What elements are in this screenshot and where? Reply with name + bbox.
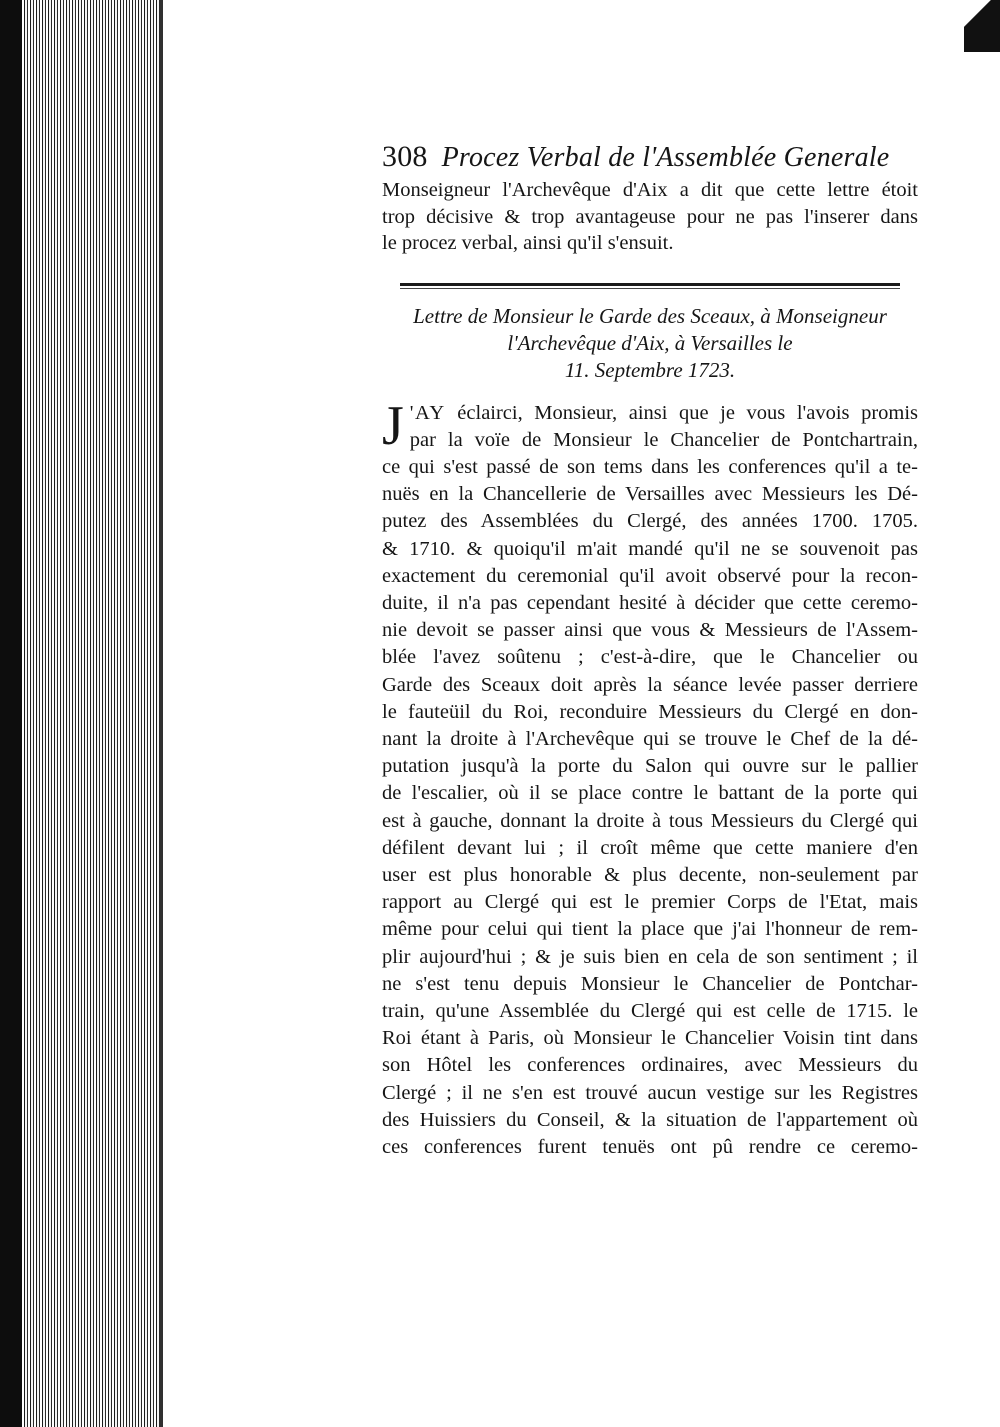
running-title: Procez Verbal de l'Assemblée Generale — [441, 142, 890, 173]
body-line: nant la droite à l'Archevêque qui se trouve le Chef de la dé- — [382, 727, 918, 750]
body-line: le fauteüil du Roi, reconduire Messieurs du Clergé en don- — [382, 700, 918, 723]
book-spine-edge — [0, 0, 160, 1427]
body-line: défilent devant lui ; il croît même que cette maniere d'en — [382, 836, 918, 859]
body-line: & 1710. & quoiqu'il m'ait mandé qu'il ne se souvenoit pas — [382, 537, 918, 560]
drop-cap: J — [382, 394, 404, 457]
body-line: exactement du ceremonial qu'il avoit observé pour la recon- — [382, 564, 918, 587]
body-line: est à gauche, donnant la droite à tous Messieurs du Clergé qui — [382, 809, 918, 832]
body-line: train, qu'une Assemblée du Clergé qui est celle de 1715. le — [382, 999, 918, 1022]
body-line: duite, il n'a pas cependant hesité à décider que cette ceremo- — [382, 591, 918, 614]
first-word: 'AY — [409, 401, 446, 424]
body-line: nuës en la Chancellerie de Versailles avec Messieurs les Dé- — [382, 483, 918, 506]
body-line: blée l'avez soûtenu ; c'est-à-dire, que le Chancelier ou — [382, 646, 918, 669]
body-line: Garde des Sceaux doit après la séance levée passer derriere — [382, 673, 918, 696]
body-line: putez des Assemblées du Clergé, des années 1700. 1705. — [382, 510, 918, 533]
page-gutter-line — [160, 0, 163, 1427]
body-line: des Huissiers du Conseil, & la situation de l'appartement où — [382, 1108, 918, 1131]
letter-title-line: l'Archevêque d'Aix, à Versailles le — [507, 330, 793, 355]
body-line: même pour celui qui tient la place que j'ai l'honneur de rem- — [382, 918, 918, 941]
section-rule-thin — [400, 288, 900, 289]
letter-title-line: 11. Septembre 1723. — [564, 357, 736, 382]
intro-line: le procez verbal, ainsi qu'il s'ensuit. — [382, 232, 674, 254]
body-line: ces conferences furent tenuës ont pû rendre ce ceremo- — [382, 1135, 918, 1158]
running-header — [382, 140, 918, 175]
first-line-rest: éclairci, Monsieur, ainsi que je vous l'avois promis — [457, 401, 919, 424]
body-line: ne s'est tenu depuis Monsieur le Chancelier de Pontchar- — [382, 972, 918, 995]
body-line: ce qui s'est passé de son tems dans les conferences qu'il a te- — [382, 455, 918, 478]
page-corner-shadow — [964, 0, 1000, 52]
body-line: de l'escalier, où il se place contre le battant de la porte qui — [382, 782, 918, 805]
intro-paragraph — [382, 177, 918, 257]
body-line: Roi étant à Paris, où Monsieur le Chancelier Voisin tint dans — [382, 1027, 918, 1050]
intro-line: Monseigneur l'Archevêque d'Aix a dit que cette lettre étoit — [382, 179, 918, 201]
body-line: par la voïe de Monsieur le Chancelier de Pontchartrain, — [409, 428, 918, 451]
section-rule — [400, 283, 900, 286]
letter-body — [382, 394, 919, 1162]
intro-line: trop décisive & trop avantageuse pour ne pas l'inserer dans — [382, 205, 918, 228]
body-line: user est plus honorable & plus decente, non-seulement par — [382, 863, 918, 886]
body-line: Clergé ; il ne s'en est trouvé aucun vestige sur les Registres — [382, 1081, 918, 1104]
body-line: nie devoit se passer ainsi que vous & Messieurs de l'Assem- — [382, 619, 918, 642]
body-line: plir aujourd'hui ; & je suis bien en cela de son sentiment ; il — [382, 945, 918, 968]
page-number: 308 — [382, 140, 428, 173]
body-line: putation jusqu'à la porte du Salon qui ouvre sur le pallier — [382, 755, 918, 778]
body-line: son Hôtel les conferences ordinaires, avec Messieurs du — [382, 1054, 918, 1077]
letter-title — [382, 303, 918, 384]
body-line-first — [382, 400, 918, 427]
book-page — [382, 140, 918, 1161]
letter-title-line: Lettre de Monsieur le Garde des Sceaux, à Monseigneur — [413, 303, 887, 328]
body-line: rapport au Clergé qui est le premier Corps de l'Etat, mais — [382, 891, 918, 914]
